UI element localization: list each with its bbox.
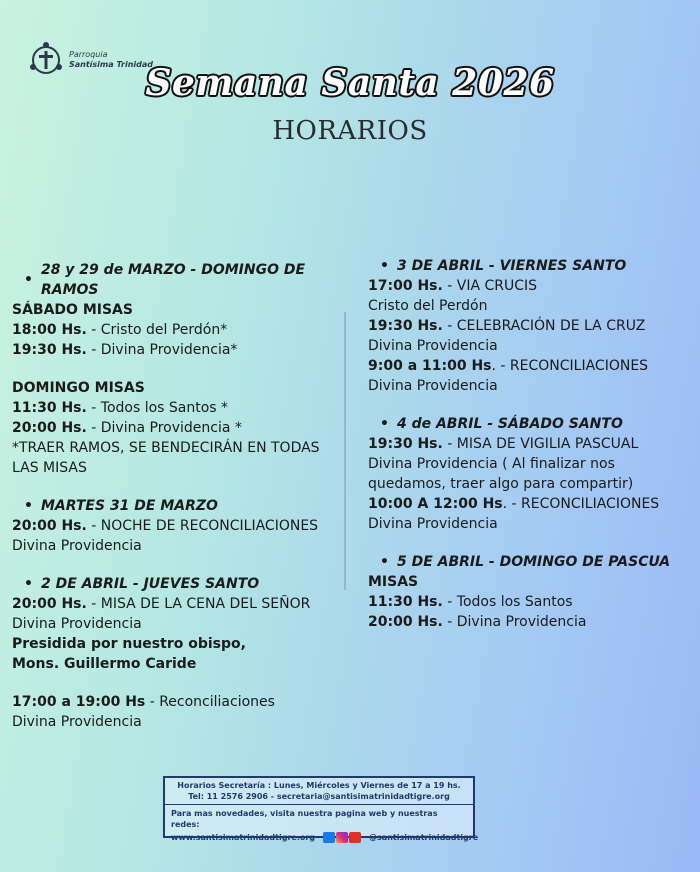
location-line: Cristo del Perdón: [368, 298, 488, 314]
schedule-line: 11:30 Hs. - Todos los Santos *: [12, 400, 229, 416]
bullet-icon: •: [380, 416, 389, 432]
bullet-icon: •: [24, 576, 33, 592]
bullet-icon: •: [24, 498, 33, 514]
location-line: Divina Providencia: [368, 516, 498, 532]
location-line: Divina Providencia: [368, 338, 498, 354]
contact-phone-email[interactable]: Tel: 11 2576 2906 - secretaria@santisimatrinidadtigre.org: [188, 792, 450, 801]
schedule-line: 9:00 a 11:00 Hs. - RECONCILIACIONES: [368, 358, 649, 374]
section-heading: • 3 DE ABRIL - VIERNES SANTO: [380, 258, 627, 274]
schedule-line: 18:00 Hs. - Cristo del Perdón*: [12, 322, 228, 338]
section-subheading: MISAS: [368, 574, 419, 590]
location-line: Divina Providencia: [12, 714, 142, 730]
section-heading: • 28 y 29 de MARZO - DOMINGO DE RAMOS: [24, 262, 306, 298]
bullet-icon: •: [24, 272, 33, 288]
social-prompt: Para mas novedades, visita nuestra pagina web y nuestras redes:: [171, 809, 438, 829]
note-line: LAS MISAS: [12, 460, 87, 476]
instagram-icon[interactable]: [336, 832, 348, 843]
logo-line1: Parroquia: [69, 50, 108, 59]
social-handle[interactable]: @santisimatrinidadtigre: [369, 833, 479, 842]
section-heading: • 4 de ABRIL - SÁBADO SANTO: [380, 416, 623, 432]
bullet-icon: •: [380, 258, 389, 274]
section-heading: • 5 DE ABRIL - DOMINGO DE PASCUA: [380, 554, 671, 570]
section-heading: • 2 DE ABRIL - JUEVES SANTO: [24, 576, 260, 592]
schedule-line: 10:00 A 12:00 Hs. - RECONCILIACIONES: [368, 496, 660, 512]
presider-line: Presidida por nuestro obispo,: [12, 636, 246, 652]
section-heading: • MARTES 31 DE MARZO: [24, 498, 218, 514]
section-subheading: DOMINGO MISAS: [12, 380, 145, 396]
schedule-line: 20:00 Hs. - NOCHE DE RECONCILIACIONES: [12, 518, 319, 534]
page-title: Semana Santa 2026: [145, 62, 555, 104]
location-line: Divina Providencia ( Al finalizar nos: [368, 456, 615, 472]
schedule-line: 17:00 a 19:00 Hs - Reconciliaciones: [12, 694, 275, 710]
logo-line2: Santísima Trinidad: [69, 60, 153, 69]
section-subheading: SÁBADO MISAS: [12, 302, 133, 318]
schedule-line: 19:30 Hs. - MISA DE VIGILIA PASCUAL: [368, 436, 639, 452]
youtube-icon[interactable]: [349, 832, 361, 843]
schedule-line: 19:30 Hs. - CELEBRACIÓN DE LA CRUZ: [368, 318, 646, 334]
presider-line: Mons. Guillermo Caride: [12, 656, 197, 672]
note-line: *TRAER RAMOS, SE BENDECIRÁN EN TODAS: [12, 440, 320, 456]
location-line: Divina Providencia: [12, 538, 142, 554]
right-column: [368, 256, 688, 632]
note-line: quedamos, traer algo para compartir): [368, 476, 634, 492]
website-link[interactable]: www.santisimatrinidadtigre.org: [171, 833, 316, 842]
bullet-icon: •: [380, 554, 389, 570]
left-column: [12, 260, 352, 732]
office-hours: Horarios Secretaría : Lunes, Miércoles y Viernes de 17 a 19 hs.: [177, 781, 461, 790]
schedule-line: 19:30 Hs. - Divina Providencia*: [12, 342, 238, 358]
schedule-line: 20:00 Hs. - MISA DE LA CENA DEL SEÑOR: [12, 596, 311, 612]
schedule-line: 11:30 Hs. - Todos los Santos: [368, 594, 573, 610]
schedule-line: 20:00 Hs. - Divina Providencia *: [12, 420, 242, 436]
schedule-line: 17:00 Hs. - VIA CRUCIS: [368, 278, 538, 294]
location-line: Divina Providencia: [12, 616, 142, 632]
contact-footer: [163, 776, 479, 842]
page-subtitle: HORARIOS: [272, 116, 428, 146]
facebook-icon[interactable]: [323, 832, 335, 843]
schedule-line: 20:00 Hs. - Divina Providencia: [368, 614, 587, 630]
location-line: Divina Providencia: [368, 378, 498, 394]
